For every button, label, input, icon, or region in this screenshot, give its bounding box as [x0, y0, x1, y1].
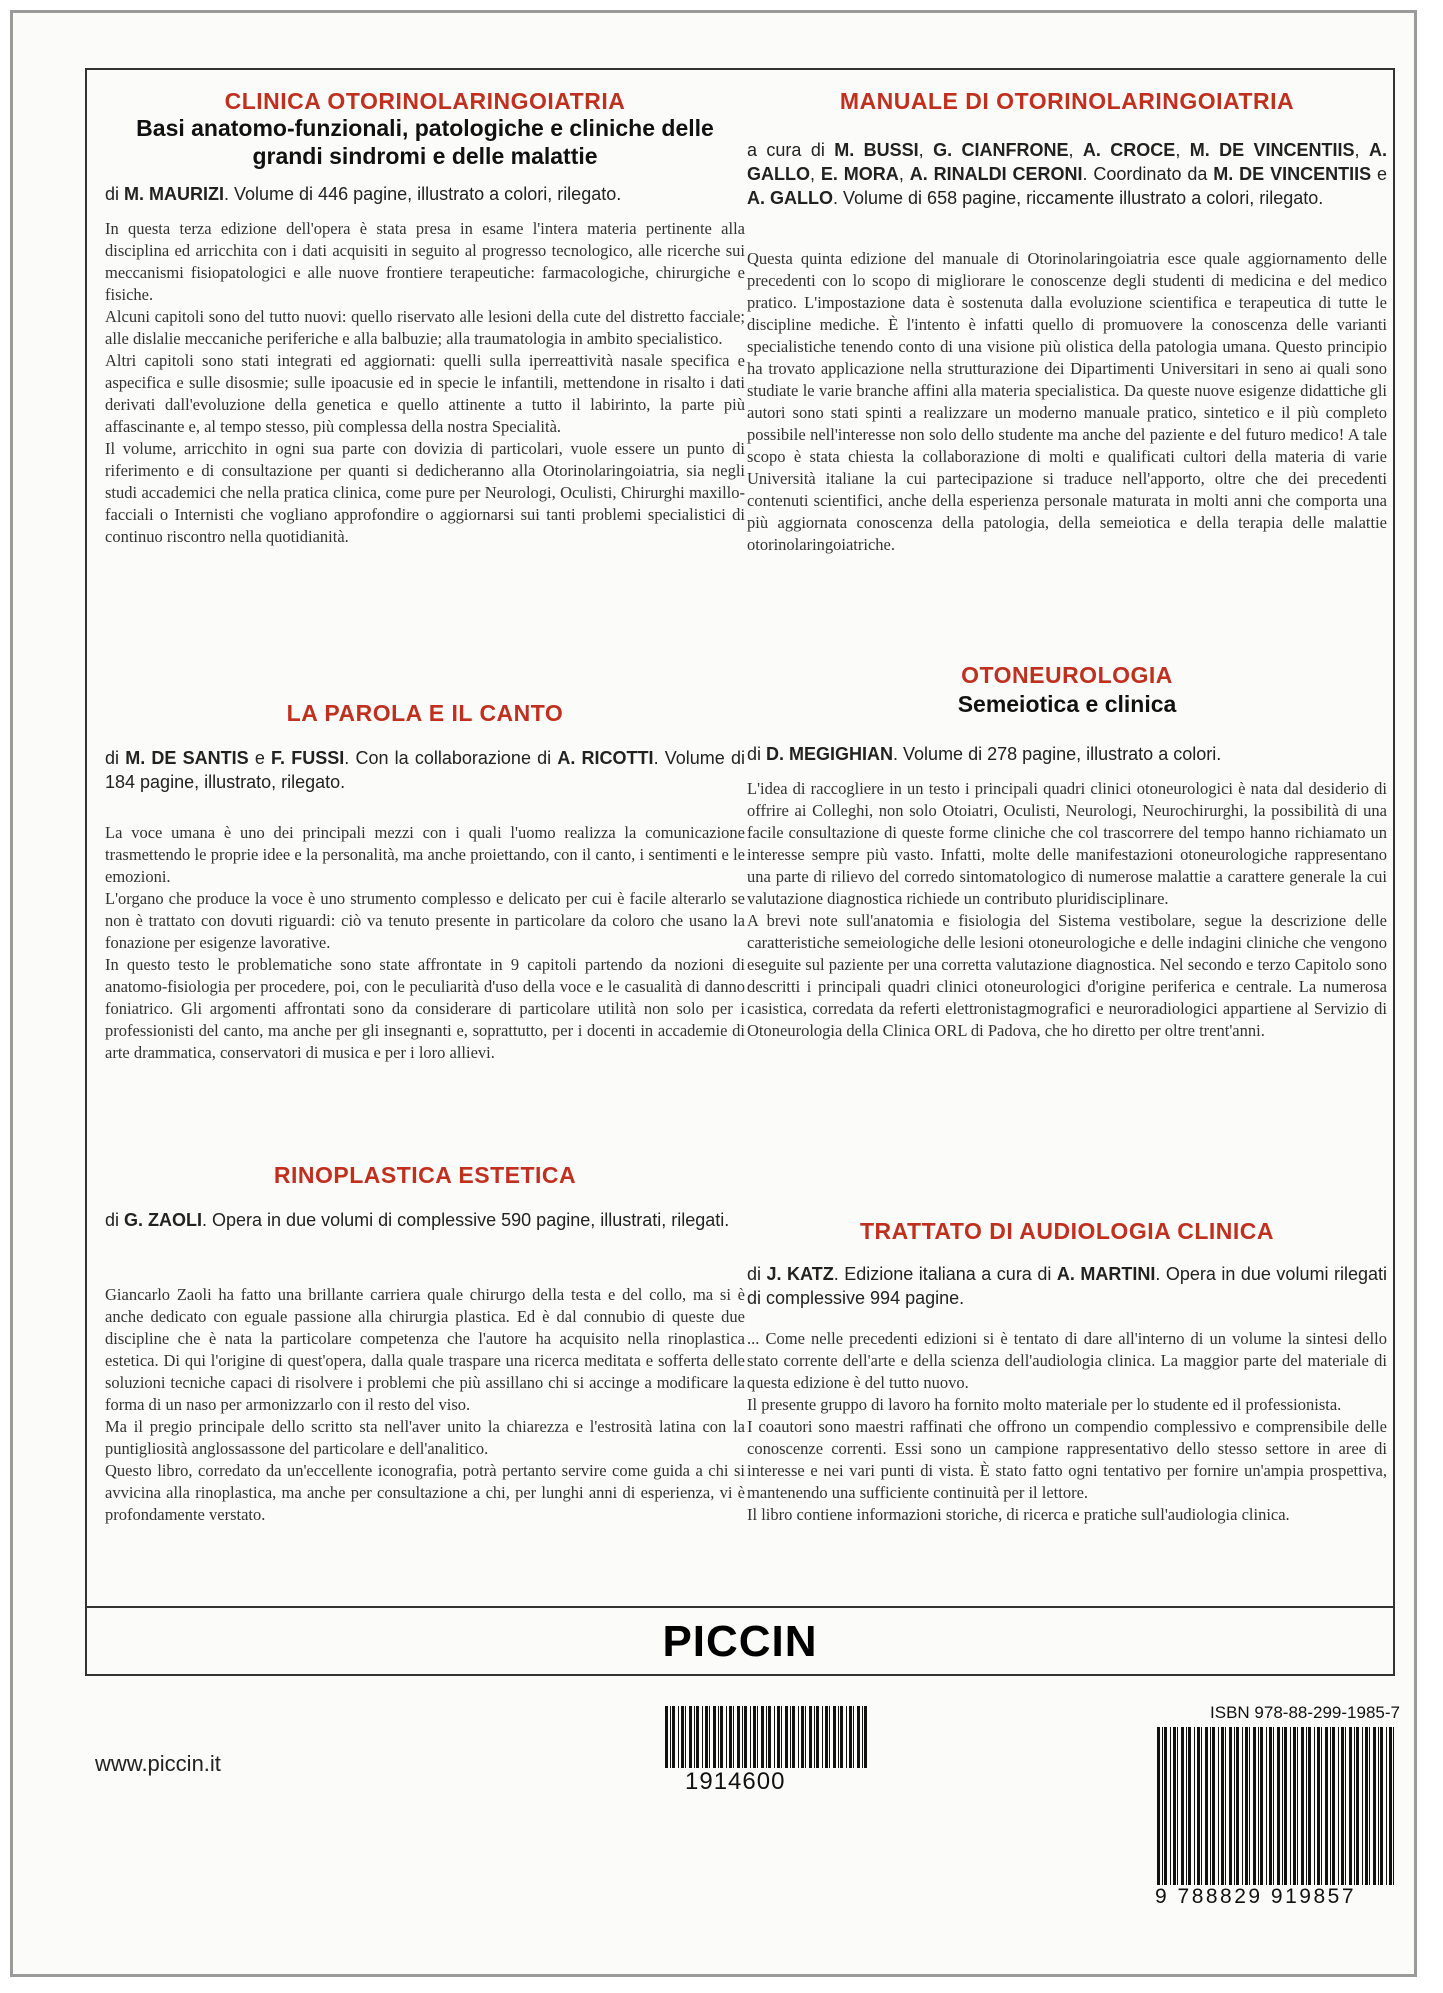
publisher-logo: PICCIN: [662, 1617, 818, 1666]
barcode-bar: [809, 1706, 812, 1768]
barcode-bar: [1221, 1727, 1224, 1885]
barcode-bar: [846, 1706, 847, 1768]
isbn-label: ISBN 978-88-299-1985-7: [1210, 1703, 1400, 1722]
barcode-bar: [1362, 1727, 1363, 1885]
barcode-bar: [1177, 1727, 1178, 1885]
body-paragraph: Questo libro, corredato da un'eccellente iconografia, potrà pertanto servire come guida a chi si avvicina alla rinoplastica, ma anche per consultazione a chi, per lunghi anni di esperienza, vi è profondamente verstato.: [105, 1461, 745, 1524]
barcode-bar: [1354, 1727, 1355, 1885]
barcode-bar: [744, 1706, 747, 1768]
body-paragraph: Questa quinta edizione del manuale di Otorinolaringoiatria esce quale aggiornamento delle precedenti con lo scopo di migliorare le conoscenze degli studenti di medicina e del medico pratico. L'impostazione data è sostenuta dalla evoluzione scientifica e terapeutica di tutte le discipline mediche. È l'intento è infatti quello di promuovere la conoscenza delle varianti specialistiche tenendo conto di una visione più olistica della patologia umana. Questo principio ha trovato applicazione nella strutturazione dei Dipartimenti Universitari in seno ai quali sono studiate le varie branche affini alla materia specialistica. Da queste nuove esigenze didattiche gli autori sono stati spinti a realizzare un moderno manuale pratico, sintetico e il più completo possibile nell'interesse non solo dello studente ma anche del paziente e del futuro medico! A tale scopo è stata chiesta la collaborazione di molti e qualificati cultori della materia di varie Università italiane la cui partecipazione si traduce nell'apporto, oltre che dei precedenti contenuti scientifici, anche della esperienza personale maturata in molti anni che comporta una più aggiornata conoscenza della patologia, della semeiotica e della terapia delle malattie otorinolaringoiatriche.: [747, 249, 1387, 554]
barcode-bar: [737, 1706, 740, 1768]
barcode-bar: [853, 1706, 854, 1768]
barcode-bar: [1170, 1727, 1171, 1885]
barcode-bar: [753, 1706, 756, 1768]
barcode-bar: [1293, 1727, 1296, 1885]
body-paragraph: Il presente gruppo di lavoro ha fornito molto materiale per lo studente ed il professionista.: [747, 1395, 1342, 1414]
publisher-bar: [87, 1606, 1393, 1676]
barcode-bar: [1308, 1727, 1311, 1885]
barcode-bar: [685, 1706, 686, 1768]
barcode-bar: [1253, 1727, 1256, 1885]
barcode-bar: [1245, 1727, 1248, 1885]
barcode-bar: [1386, 1727, 1387, 1885]
barcode-bar: [792, 1706, 795, 1768]
barcode-bar: [1330, 1727, 1331, 1885]
barcode-bar: [726, 1706, 727, 1768]
section-body: [747, 248, 1387, 556]
barcode-bar: [785, 1706, 788, 1768]
barcode-bar: [1332, 1727, 1335, 1885]
barcode-bar: [1218, 1727, 1219, 1885]
barcode-bar: [838, 1706, 839, 1768]
section-title-rinoplastica-estetica: RINOPLASTICA ESTETICA: [273, 1162, 577, 1188]
barcode-bar: [766, 1706, 767, 1768]
section-credit: di M. DE SANTIS e F. FUSSI. Con la collaborazione di A. RICOTTI. Volume di 184 pagine, illustrato, rilegato.: [105, 748, 746, 792]
barcode-bar: [1380, 1727, 1383, 1885]
barcode-bar: [1356, 1727, 1359, 1885]
barcode-bar: [733, 1706, 734, 1768]
barcode-bar: [840, 1706, 843, 1768]
barcode-bar: [713, 1706, 716, 1768]
section-body: [747, 1328, 1387, 1526]
section-credit: a cura di M. BUSSI, G. CIANFRONE, A. CROCE, M. DE VINCENTIIS, A. GALLO, E. MORA, A. RINALDI CERONI. Coordinato da M. DE VINCENTIIS e A. GALLO. Volume di 658 pagine, riccamente illustrato a colori, rilegato.: [747, 140, 1387, 208]
section-body: [105, 822, 745, 1064]
body-paragraph: I coautori sono maestri raffinati che offrono un compendio complessivo e comprensibile delle conoscenze correnti. Essi sono un campione rappresentativo dello stesso settore in aree di interesse e nei vari punti di vista. È stato fatto ogni tentativo per fornire un'ampia prospettiva, mantenendo una sufficiente continuità per il lettore.: [747, 1417, 1387, 1502]
barcode-bar: [801, 1706, 804, 1768]
catalog-box: [85, 68, 1395, 1676]
barcode-bar: [1201, 1727, 1202, 1885]
barcode-bar: [1181, 1727, 1184, 1885]
barcode-bar: [1314, 1727, 1315, 1885]
website-url: www.piccin.it: [95, 1751, 221, 1776]
barcode-bar: [798, 1706, 799, 1768]
section-credit: di J. KATZ. Edizione italiana a cura di A. MARTINI. Opera in due volumi rilegati di complessive 994 pagine.: [747, 1264, 1387, 1308]
barcode-bar: [665, 1706, 668, 1768]
barcode-bar: [1258, 1727, 1259, 1885]
body-paragraph: ... Come nelle precedenti edizioni si è tentato di dare all'interno di un volume la sintesi dello stato corrente dell'arte e della scienza dell'audiologia clinica. La maggior parte del materiale di questa edizione è del tutto nuovo.: [747, 1329, 1387, 1392]
barcode-bar: [1186, 1727, 1187, 1885]
barcode-bar: [709, 1706, 710, 1768]
barcode-bar: [1306, 1727, 1307, 1885]
barcode-bar: [1157, 1727, 1160, 1885]
barcode-bar: [694, 1706, 695, 1768]
body-paragraph: Ma il pregio principale dello scritto sta nell'aver unito la chiarezza e l'estrosità latina con la puntigliosità anglossassone del particolare e dell'analitico.: [105, 1417, 745, 1458]
barcode-bar: [1282, 1727, 1283, 1885]
section-credit: di G. ZAOLI. Opera in due volumi di complessive 590 pagine, illustrati, rilegati.: [105, 1210, 730, 1230]
barcode-bar: [781, 1706, 782, 1768]
barcode-bar: [1260, 1727, 1263, 1885]
barcode-bar: [1325, 1727, 1328, 1885]
section-credit: di D. MEGIGHIAN. Volume di 278 pagine, illustrato a colori.: [747, 744, 1222, 764]
section-subtitle: Semeiotica e clinica: [957, 691, 1177, 717]
back-cover: [10, 10, 1417, 1977]
barcode-bar: [1236, 1727, 1239, 1885]
barcode-bar: [1249, 1727, 1250, 1885]
barcode-bar: [790, 1706, 791, 1768]
body-paragraph: Il libro contiene informazioni storiche, di ricerca e pratiche sull'audiologia clinica.: [747, 1505, 1290, 1524]
barcode-bar: [864, 1706, 867, 1768]
barcode-bar: [774, 1706, 775, 1768]
body-paragraph: Il volume, arricchito in ogni sua parte con dovizia di particolari, vuole essere un punto di riferimento e di consultazione per quanti si dedicheranno alla Otorinolaringoiatria, sia negli studi accademici che nella pratica clinica, come pure per Neurologi, Oculisti, Chirurghi maxillo-facciali o Internisti che vogliano approfondire o aggiornarsi sui tanti problemi specialistici di continuo riscontro nella quotidianità.: [105, 439, 745, 546]
barcode-bar: [1345, 1727, 1346, 1885]
isbn-block: [1155, 1703, 1400, 1909]
barcode-bar: [1349, 1727, 1352, 1885]
barcode-bar: [1284, 1727, 1287, 1885]
barcode-bar: [822, 1706, 823, 1768]
barcode-bar: [696, 1706, 699, 1768]
barcode-bar: [750, 1706, 751, 1768]
barcode-bar: [681, 1706, 684, 1768]
internal-barcode: [663, 1706, 873, 1795]
barcode-bar: [862, 1706, 863, 1768]
barcode-bar: [1242, 1727, 1243, 1885]
barcode-bar: [1162, 1727, 1163, 1885]
section-credit: di M. MAURIZI. Volume di 446 pagine, illustrato a colori, rilegato.: [105, 184, 622, 204]
barcode-bar: [829, 1706, 830, 1768]
barcode-bar: [1197, 1727, 1200, 1885]
barcode-bar: [777, 1706, 780, 1768]
barcode-bar: [1164, 1727, 1167, 1885]
body-paragraph: Altri capitoli sono stati integrati ed aggiornati: quelli sulla iperreattività nasale specifica e aspecifica e sulle disosmie; sulle ipoacusie ed in specie le infantili, mettendone in risalto i dati derivati dall'evoluzione della genetica e quello attinente a tutto il labirinto, la parte più affascinante e, al tempo stesso, più complessa della nostra Specialità.: [105, 351, 745, 436]
barcode-bar: [672, 1706, 675, 1768]
barcode-bar: [1194, 1727, 1195, 1885]
barcode-bar: [1290, 1727, 1291, 1885]
body-paragraph: Giancarlo Zaoli ha fatto una brillante carriera quale chirurgo della testa e del collo, ma si è anche dedicato con eguale passione alla chirurgia plastica. Ed è dal connubio di queste due discipline che è nata la particolare competenza che l'autore ha acquisito nella rinoplastica estetica. Di qui l'origine di quest'opera, dalla quale traspare una ricerca meditata e sofferta delle soluzioni tecniche capaci di risolvere i problemi che più assillano chi si accinge a modificare la forma di un naso per armonizzarlo con il resto del viso.: [105, 1285, 745, 1414]
barcode-bar: [757, 1706, 758, 1768]
barcode-bar: [1321, 1727, 1322, 1885]
isbn-barcode-bars: [1155, 1727, 1400, 1885]
section-body: [105, 1284, 745, 1526]
barcode-bar: [1365, 1727, 1368, 1885]
barcode-bar: [729, 1706, 732, 1768]
barcode-bar: [1373, 1727, 1376, 1885]
body-paragraph: L'organo che produce la voce è uno strumento complesso e delicato per cui è facile alterarlo se non è trattato con dovuti riguardi: ciò va tenuto presente in particolare da coloro che usano la fonazione per esigenze lavorative.: [105, 889, 745, 952]
barcode-bar: [1173, 1727, 1176, 1885]
barcode-bar: [1269, 1727, 1272, 1885]
barcode-bar: [1210, 1727, 1211, 1885]
barcode-bar: [1393, 1727, 1394, 1885]
section-body: [105, 218, 745, 548]
barcode-bar: [670, 1706, 671, 1768]
section-title-otoneurologia: OTONEUROLOGIA: [961, 662, 1173, 688]
body-paragraph: Alcuni capitoli sono del tutto nuovi: quello riservato alle lesioni della cute del distretto facciale; alle dislalie meccaniche periferiche e alla balbuzie; alla traumatologia in ambito specialistico.: [105, 307, 745, 348]
barcode-bar: [1297, 1727, 1298, 1885]
barcode-bar: [1225, 1727, 1226, 1885]
barcode-bar: [1369, 1727, 1370, 1885]
barcode-bar: [857, 1706, 860, 1768]
barcode-bar: [1317, 1727, 1320, 1885]
barcode-bar: [825, 1706, 828, 1768]
barcode-bar: [768, 1706, 771, 1768]
barcode-bar: [1205, 1727, 1208, 1885]
barcode-bar: [742, 1706, 743, 1768]
section-title-trattato-di-audiologia-clinica: TRATTATO DI AUDIOLOGIA CLINICA: [859, 1218, 1275, 1244]
body-paragraph: In questa terza edizione dell'opera è stata presa in esame l'intera materia pertinente alla disciplina ed arricchita con i dati acquisiti in seguito al progresso tecnologico, alle ricerche sui meccanismi fisiopatologici e alle nuove frontiere terapeutiche: farmacologiche, chirurgiche e fisiche.: [105, 219, 745, 304]
barcode-bar: [833, 1706, 836, 1768]
barcode-bar: [1266, 1727, 1267, 1885]
barcode-bar: [1188, 1727, 1191, 1885]
section-title-clinica-otorinolaringoiatria: CLINICA OTORINOLARINGOIATRIA: [224, 88, 626, 114]
barcode-bar: [705, 1706, 708, 1768]
internal-barcode-number: 1914600: [685, 1768, 786, 1795]
barcode-bar: [1341, 1727, 1344, 1885]
barcode-bar: [805, 1706, 806, 1768]
barcode-bar: [1277, 1727, 1280, 1885]
barcode-bar: [718, 1706, 719, 1768]
barcode-bar: [761, 1706, 764, 1768]
barcode-bar: [1234, 1727, 1235, 1885]
body-paragraph: A brevi note sull'anatomia e fisiologia del Sistema vestibolare, segue la descrizione delle caratteristiche semeiologiche delle lesioni otoneurologiche e delle indagini cliniche che vengono eseguite sul paziente per una corretta valutazione diagnostica. Nel secondo e terzo Capitolo sono descritti i principali quadri clinici otoneurologici d'origine periferica e centrale. La numerosa casistica, corredata da referti elettronistagmografici e neuroradiologici appartiene al Servizio di Otoneurologia della Clinica ORL di Padova, che ho diretto per oltre trent'anni.: [747, 911, 1387, 1040]
barcode-bar: [1212, 1727, 1215, 1885]
body-paragraph: In questo testo le problematiche sono state affrontate in 9 capitoli partendo da nozioni di anatomo-fisiologia per procedere, poi, con le peculiarità d'uso della voce e le casualità di danno foniatrico. Gli argomenti affrontati sono da considerare di particolare utilità non solo per i professionisti del canto, ma anche per gli insegnanti e, soprattutto, per i docenti in accademie di arte drammatica, conservatori di musica e per i loro allievi.: [105, 955, 745, 1062]
barcode-bar: [1338, 1727, 1339, 1885]
section-body: [747, 778, 1387, 1042]
section-title-la-parola-e-il-canto: LA PAROLA E IL CANTO: [286, 700, 564, 726]
isbn-digits: 9 788829 919857: [1155, 1885, 1356, 1908]
section-subtitle: Basi anatomo-funzionali, patologiche e cliniche delle grandi sindromi e delle malattie: [136, 115, 714, 169]
barcode-bar: [816, 1706, 819, 1768]
barcode-bar: [849, 1706, 852, 1768]
barcode-bar: [720, 1706, 723, 1768]
barcode-bar: [1301, 1727, 1304, 1885]
body-paragraph: La voce umana è uno dei principali mezzi con i quali l'uomo realizza la comunicazione trasmettendo le proprie idee e la personalità, ma anche proiettando, con il canto, i sentimenti e le emozioni.: [105, 823, 745, 886]
section-title-manuale-di-otorinolaringoiatria: MANUALE DI OTORINOLARINGOIATRIA: [839, 88, 1295, 114]
barcode-bar: [814, 1706, 815, 1768]
barcode-bar: [678, 1706, 679, 1768]
barcode-bar: [702, 1706, 703, 1768]
barcode-bar: [1378, 1727, 1379, 1885]
barcode-bar: [689, 1706, 692, 1768]
internal-barcode-bars: [663, 1706, 873, 1768]
barcode-bar: [1229, 1727, 1232, 1885]
body-paragraph: L'idea di raccogliere in un testo i principali quadri clinici otoneurologici è nata dal desiderio di offrire ai Colleghi, non solo Otoiatri, Oculisti, Neurologi, Neurochirurghi, la possibilità di una facile consultazione di queste forme cliniche che col trascorrere del tempo hanno richiamato un interesse sempre più vasto. Infatti, molte delle manifestazioni otoneurologiche rappresentano una parte di rilievo del corredo sintomatologico di numerose malattie a carattere generale la cui valutazione diagnostica richiede un contributo pluridisciplinare.: [747, 779, 1387, 908]
barcode-bar: [1273, 1727, 1274, 1885]
barcode-bar: [1389, 1727, 1392, 1885]
